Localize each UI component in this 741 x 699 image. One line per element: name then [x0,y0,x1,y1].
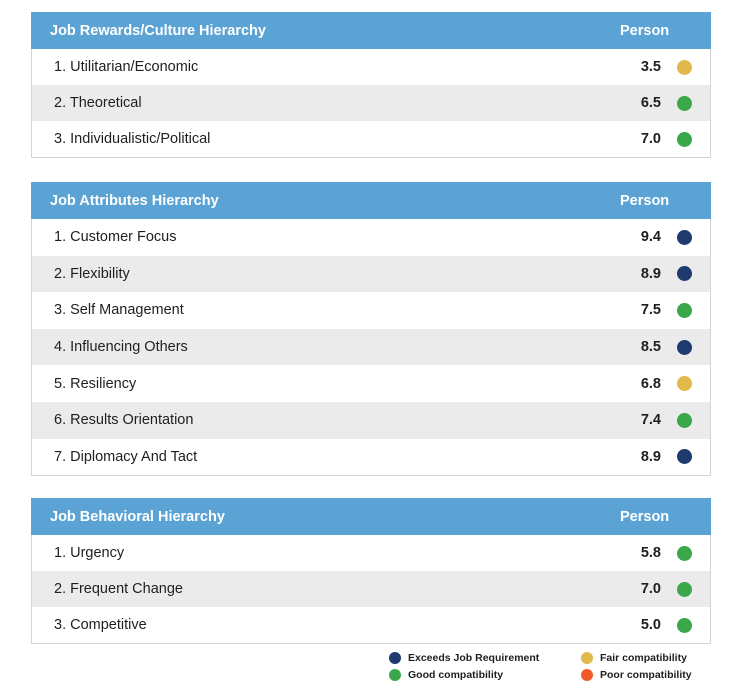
column-header-person: Person [620,192,670,209]
table-row [32,571,710,607]
row-label: 1. Urgency [54,545,125,561]
good-status-dot-icon [677,96,692,111]
row-label: 1. Utilitarian/Economic [54,59,199,75]
table-row [32,219,710,256]
table-row [32,607,710,643]
exceeds-status-dot-icon [677,340,692,355]
exceeds-status-dot-icon [677,449,692,464]
row-label: 1. Customer Focus [54,229,177,246]
row-label: 3. Individualistic/Political [54,131,211,147]
row-label: 3. Competitive [54,617,147,633]
table-row [32,402,710,439]
table-row [32,256,710,293]
row-score: 5.0 [640,617,661,633]
job-behavioral-table [31,498,711,644]
table-header [31,182,711,219]
legend-item-good [389,669,503,681]
row-score: 6.8 [640,375,661,392]
good-status-dot-icon [677,618,692,633]
row-score: 7.0 [640,581,661,597]
job-attributes-table [31,182,711,476]
legend-item-poor [581,669,692,681]
row-label: 6. Results Orientation [54,412,194,429]
legend-label: Fair compatibility [600,652,687,664]
row-score: 7.0 [640,131,661,147]
table-row [32,85,710,121]
legend-item-fair [581,652,687,664]
row-score: 5.8 [640,545,661,561]
exceeds-status-dot-icon [677,266,692,281]
row-score: 8.9 [640,265,661,282]
table-row [32,365,710,402]
rewards-culture-table [31,12,711,158]
row-label: 2. Frequent Change [54,581,183,597]
fair-status-dot-icon [677,60,692,75]
table-row [32,121,710,157]
row-label: 3. Self Management [54,302,184,319]
good-status-dot-icon [677,413,692,428]
good-status-dot-icon [677,303,692,318]
row-label: 2. Theoretical [54,95,142,111]
legend-label: Exceeds Job Requirement [408,652,540,664]
row-score: 8.9 [640,448,661,465]
row-score: 7.4 [640,412,661,429]
table-row [32,535,710,571]
row-score: 8.5 [640,339,661,356]
legend-item-exceeds [389,652,539,664]
table-title: Job Attributes Hierarchy [50,192,219,209]
good-status-dot-icon [677,582,692,597]
row-score: 6.5 [640,95,661,111]
poor-dot-icon [581,669,593,681]
column-header-person: Person [620,508,670,525]
row-label: 7. Diplomacy And Tact [54,448,198,465]
table-header [31,12,711,49]
row-label: 4. Influencing Others [54,339,188,356]
fair-dot-icon [581,652,593,664]
table-title: Job Behavioral Hierarchy [50,508,225,525]
good-status-dot-icon [677,132,692,147]
legend [389,652,719,688]
table-header [31,498,711,535]
table-row [32,329,710,366]
row-score: 3.5 [640,59,661,75]
row-label: 5. Resiliency [54,375,137,392]
row-score: 9.4 [640,229,661,246]
fair-status-dot-icon [677,376,692,391]
legend-label: Good compatibility [408,669,504,681]
table-title: Job Rewards/Culture Hierarchy [50,22,266,39]
table-row [32,292,710,329]
good-dot-icon [389,669,401,681]
table-row [32,49,710,85]
legend-label: Poor compatibility [600,669,692,681]
row-score: 7.5 [640,302,661,319]
table-row [32,439,710,476]
good-status-dot-icon [677,546,692,561]
column-header-person: Person [620,22,670,39]
exceeds-status-dot-icon [677,230,692,245]
exceeds-dot-icon [389,652,401,664]
row-label: 2. Flexibility [54,265,130,282]
